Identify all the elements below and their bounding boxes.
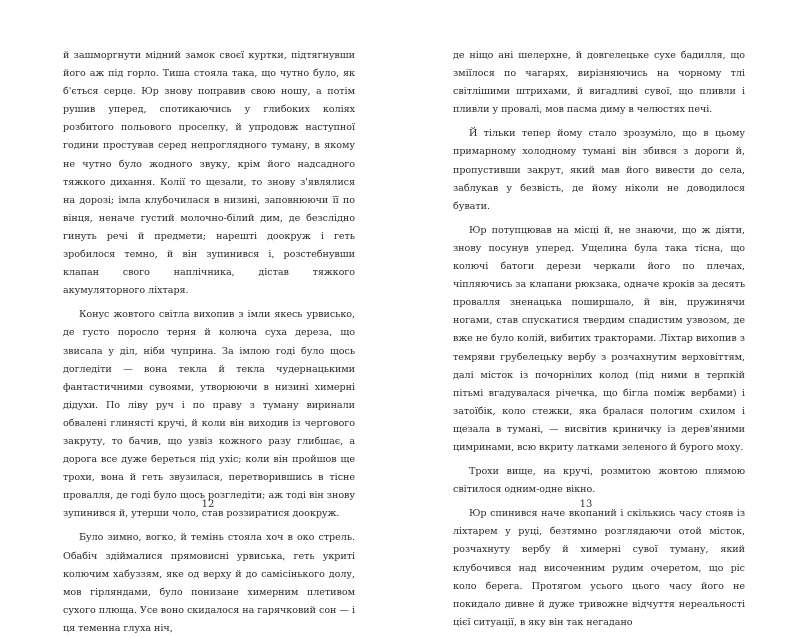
left-page-text xyxy=(63,47,355,638)
paragraph: де ніщо ані шелерхне, й довгелецьке сухе бадилля, що зміїлося по чагарях, вирізняючись на чорному тлі світлішими штрихами, й вигадливі сувої, що пливли і пливли у провалі, мов пасма диму в челюстях печі. xyxy=(453,50,745,116)
paragraph: й зашморгнути мідний замок своєї куртки, підтягнувши його аж під горло. Тиша стояла така, що чутно було, як б'ється серце. Юр знову поправив свою ношу, а потім рушив уперед, спотикаючись у глибоких коліях розбитого польового проселку, й упродовж наступної години простував серед непроглядного туману, в якому не чутно було жодного звуку, крім його надсадного тяжкого дихання. Колії то щезали, то знову з'являлися на дорозі; імла клубочилася в низині, заповнюючи її по вінця, неначе густий молочно-білий дим, де безслідно гинуть речі й предмети; нарешті доокруж і геть зробилося темно, й він зупинився і, розстебнувши клапан свого наплічника, дістав тяжкого акумуляторного ліхтаря. xyxy=(63,50,355,297)
page-number-left: 12 xyxy=(201,499,215,510)
right-page-text xyxy=(453,47,745,632)
paragraph: Конус жовтого світла вихопив з імли якесь урвисько, де густо поросло терня й колюча суха дереза, що звисала у діл, ніби чуприна. За імлою годі було щось догледіти — вона текла й текла чудернацькими фантастичними сувоями, утворюючи в низині химерні дідухи. По ліву руч і по праву з туману виринали обвалені глинясті кручі, й коли він виходив із чергового закруту, то бачив, що узвіз кожного разу глибшає, а дорога все дуже береться під ухіс; коли він пройшов ще трохи, вона й геть звузилася, перетворившись в тісне провалля, де годі було щось розгледіти; аж тоді він знову зупинився й, утерши чоло, став роззиратися доокруж. xyxy=(63,309,355,520)
paragraph: Було зимно, вогко, й темінь стояла хоч в око стрель. Обабіч здіймалися прямовисні урвиська, геть укриті колючим хабуззям, яке од верху й до самісінького долу, мов гірляндами, було понизане химерним плетивом сухого плюща. Усе воно скидалося на гарячковий сон — і ця теменна глуха ніч, xyxy=(63,532,355,634)
paragraph: Й тільки тепер йому стало зрозуміло, що в цьому примарному холодному тумані він збився з дороги й, пропустивши закрут, який мав його вивести до села, заблукав у безвість, де йому ніколи не доводилося бувати. xyxy=(453,128,745,212)
paragraph: Юр потупцював на місці й, не знаючи, що ж діяти, знову посунув уперед. Ущелина була така тісна, що колючі батоги дерези черкали його по плечах, чіпляючись за клапани рюкзака, одначе кроків за десять провалля зненацька поширшало, й він, пружинячи ногами, став спускатися твердим спадистим узвозом, де вже не було колій, вибитих тракторами. Ліхтар вихопив з темряви грубелецьку вербу з розчахнутим верховіттям, далі місток із почорнілих колод (під ними в терпкій пітьмі вгадувалася річечка, що бігла поміж вербами) і затоїбік, коло стежки, яка бралася пологим схилом і щезала в тумані, — висвітив криничку із дерев'яними цимринами, всю вкриту латками зеленого й бурого моху. xyxy=(453,224,745,453)
right-page xyxy=(453,47,745,632)
paragraph: Юр спинився наче вкопаний і скількись часу стояв із ліхтарем у руці, безтямно розглядаючи отой місток, розчахнуту вербу й химерні сувої туману, який клубочився над височенним рудим очеретом, що ріс коло берега. Протягом усього цього часу його не покидало дивне й дуже тривожне відчуття нереальності цієї ситуації, в яку він так негадано xyxy=(453,508,745,628)
left-page xyxy=(63,47,355,638)
page-number-right: 13 xyxy=(579,499,593,510)
paragraph: Трохи вище, на кручі, розмитою жовтою плямою світилося одним-одне вікно. xyxy=(453,466,745,496)
